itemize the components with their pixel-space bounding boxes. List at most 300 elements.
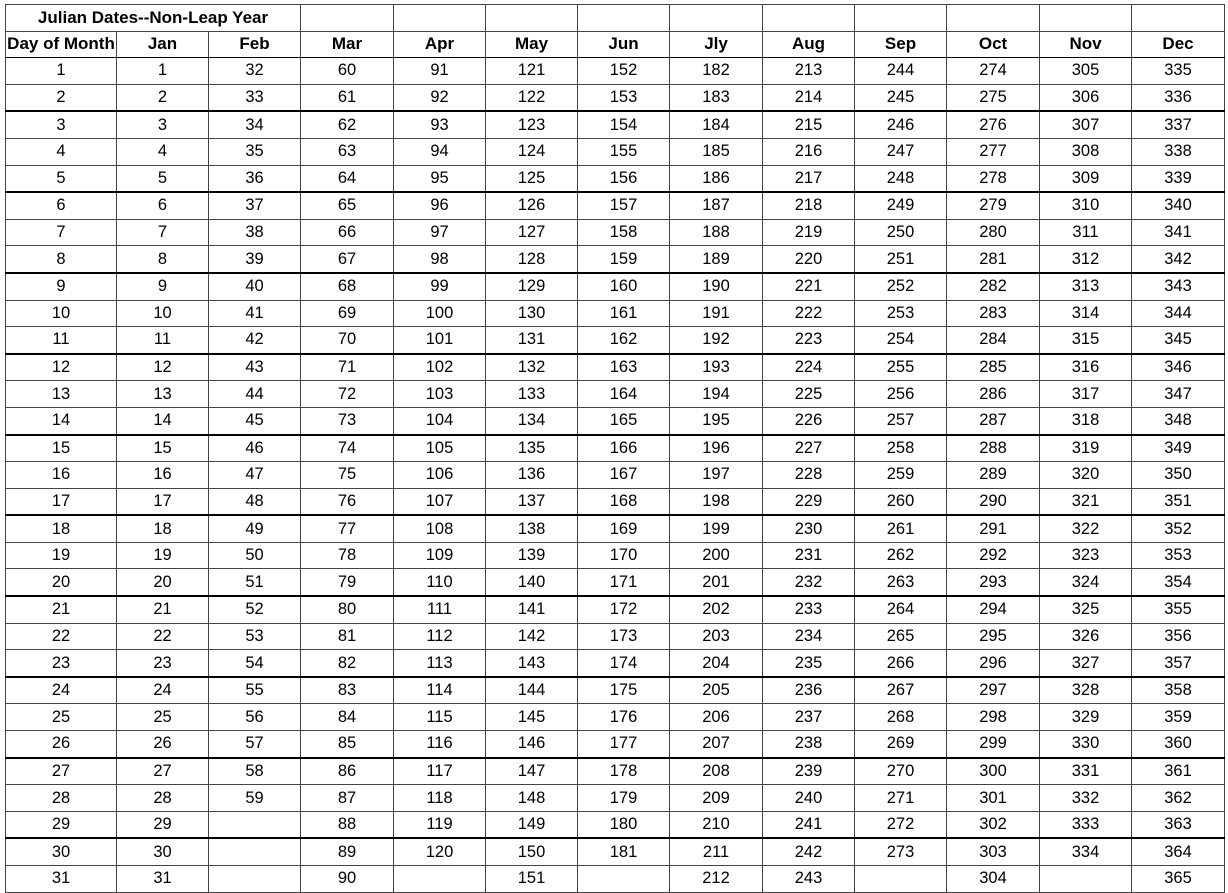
julian-day-cell: 15 [117,435,209,462]
julian-day-cell: 59 [209,785,301,812]
julian-day-cell: 274 [947,58,1040,85]
empty-cell [855,5,947,32]
julian-day-cell: 25 [117,704,209,731]
julian-day-cell: 96 [394,192,486,219]
table-row [6,192,1225,219]
julian-day-cell: 95 [394,165,486,192]
julian-day-cell: 213 [763,58,855,85]
julian-day-cell: 19 [117,542,209,569]
julian-day-cell: 34 [209,111,301,138]
julian-day-cell: 81 [301,623,394,650]
julian-day-cell: 67 [301,246,394,273]
month-header-nov: Nov [1040,31,1132,58]
julian-day-cell: 174 [578,650,670,677]
julian-day-cell: 228 [763,462,855,489]
julian-day-cell: 196 [670,435,763,462]
julian-day-cell [1040,866,1132,893]
julian-day-cell: 26 [117,731,209,758]
title-row [6,5,1225,32]
julian-day-cell: 176 [578,704,670,731]
julian-day-cell: 248 [855,165,947,192]
julian-day-cell: 302 [947,811,1040,838]
day-cell: 28 [6,785,117,812]
empty-cell [763,5,855,32]
julian-day-cell: 107 [394,488,486,515]
julian-day-cell: 5 [117,165,209,192]
julian-day-cell: 216 [763,138,855,165]
day-cell: 3 [6,111,117,138]
julian-day-cell: 4 [117,138,209,165]
julian-day-cell: 198 [670,488,763,515]
julian-day-cell: 182 [670,58,763,85]
julian-day-cell: 328 [1040,677,1132,704]
julian-day-cell: 308 [1040,138,1132,165]
month-header-jly: Jly [670,31,763,58]
julian-day-cell: 212 [670,866,763,893]
julian-day-cell: 164 [578,381,670,408]
julian-day-cell [209,838,301,865]
day-cell: 13 [6,381,117,408]
julian-day-cell: 30 [117,838,209,865]
julian-day-cell: 144 [486,677,578,704]
julian-day-cell: 112 [394,623,486,650]
julian-day-cell: 41 [209,300,301,327]
table-row [6,596,1225,623]
julian-day-cell: 210 [670,811,763,838]
julian-day-cell: 173 [578,623,670,650]
julian-day-cell: 249 [855,192,947,219]
julian-day-cell: 246 [855,111,947,138]
julian-day-cell: 230 [763,515,855,542]
julian-day-cell: 257 [855,407,947,434]
julian-day-cell: 365 [1132,866,1225,893]
julian-day-cell: 219 [763,219,855,246]
julian-day-cell: 361 [1132,758,1225,785]
day-cell: 26 [6,731,117,758]
julian-day-cell: 111 [394,596,486,623]
julian-day-cell: 252 [855,273,947,300]
day-cell: 14 [6,407,117,434]
julian-day-cell: 195 [670,407,763,434]
table-row [6,111,1225,138]
julian-day-cell: 314 [1040,300,1132,327]
julian-day-cell: 129 [486,273,578,300]
julian-day-cell: 240 [763,785,855,812]
julian-day-cell: 46 [209,435,301,462]
julian-day-cell: 18 [117,515,209,542]
julian-day-cell: 335 [1132,58,1225,85]
julian-day-cell: 289 [947,462,1040,489]
julian-day-cell: 17 [117,488,209,515]
julian-day-cell: 343 [1132,273,1225,300]
julian-day-cell: 117 [394,758,486,785]
julian-day-cell: 171 [578,569,670,596]
julian-day-cell: 136 [486,462,578,489]
day-cell: 9 [6,273,117,300]
julian-day-cell: 294 [947,596,1040,623]
table-row [6,407,1225,434]
julian-day-cell: 203 [670,623,763,650]
table-row [6,246,1225,273]
julian-day-cell: 258 [855,435,947,462]
julian-day-cell: 158 [578,219,670,246]
julian-day-cell: 155 [578,138,670,165]
julian-day-cell: 60 [301,58,394,85]
julian-day-cell: 103 [394,381,486,408]
julian-day-cell: 202 [670,596,763,623]
day-cell: 2 [6,84,117,111]
julian-day-cell: 141 [486,596,578,623]
julian-day-cell: 152 [578,58,670,85]
julian-day-cell: 91 [394,58,486,85]
julian-day-cell: 1 [117,58,209,85]
julian-day-cell: 293 [947,569,1040,596]
julian-day-cell: 306 [1040,84,1132,111]
julian-day-cell: 106 [394,462,486,489]
julian-day-cell: 233 [763,596,855,623]
julian-day-cell: 333 [1040,811,1132,838]
table-row [6,704,1225,731]
julian-day-cell: 6 [117,192,209,219]
julian-day-cell: 334 [1040,838,1132,865]
julian-day-cell: 260 [855,488,947,515]
julian-day-cell: 337 [1132,111,1225,138]
julian-day-cell: 49 [209,515,301,542]
julian-day-cell: 13 [117,381,209,408]
julian-day-cell: 125 [486,165,578,192]
julian-day-cell: 254 [855,327,947,354]
day-cell: 5 [6,165,117,192]
julian-day-cell: 267 [855,677,947,704]
julian-day-cell: 153 [578,84,670,111]
julian-day-cell: 325 [1040,596,1132,623]
julian-day-cell: 282 [947,273,1040,300]
day-cell: 4 [6,138,117,165]
julian-day-cell: 43 [209,354,301,381]
table-row [6,758,1225,785]
julian-day-cell: 359 [1132,704,1225,731]
table-row [6,838,1225,865]
julian-day-cell: 347 [1132,381,1225,408]
julian-day-cell: 92 [394,84,486,111]
julian-day-cell: 344 [1132,300,1225,327]
julian-day-cell: 269 [855,731,947,758]
julian-day-cell: 32 [209,58,301,85]
julian-day-cell: 167 [578,462,670,489]
table-row [6,327,1225,354]
julian-day-cell: 285 [947,354,1040,381]
julian-day-cell: 36 [209,165,301,192]
day-cell: 18 [6,515,117,542]
julian-day-cell: 77 [301,515,394,542]
day-cell: 7 [6,219,117,246]
julian-day-cell: 265 [855,623,947,650]
julian-day-cell: 168 [578,488,670,515]
julian-day-cell: 71 [301,354,394,381]
julian-day-cell: 132 [486,354,578,381]
julian-day-cell: 317 [1040,381,1132,408]
table-row [6,381,1225,408]
julian-day-cell: 24 [117,677,209,704]
table-row [6,785,1225,812]
julian-day-cell: 194 [670,381,763,408]
julian-day-cell: 99 [394,273,486,300]
julian-day-cell: 54 [209,650,301,677]
julian-day-cell: 331 [1040,758,1132,785]
table-row [6,300,1225,327]
julian-day-cell: 320 [1040,462,1132,489]
julian-day-cell: 80 [301,596,394,623]
julian-day-cell: 200 [670,542,763,569]
julian-day-cell: 121 [486,58,578,85]
julian-day-cell: 236 [763,677,855,704]
table-row [6,462,1225,489]
julian-day-cell: 310 [1040,192,1132,219]
julian-day-cell: 259 [855,462,947,489]
julian-day-cell: 35 [209,138,301,165]
day-cell: 24 [6,677,117,704]
julian-day-cell: 85 [301,731,394,758]
julian-day-cell: 309 [1040,165,1132,192]
table-row [6,435,1225,462]
julian-day-cell: 16 [117,462,209,489]
empty-cell [1132,5,1225,32]
julian-day-cell [209,866,301,893]
empty-cell [394,5,486,32]
julian-day-cell: 338 [1132,138,1225,165]
julian-day-cell: 329 [1040,704,1132,731]
day-cell: 23 [6,650,117,677]
day-cell: 6 [6,192,117,219]
julian-day-cell: 130 [486,300,578,327]
julian-day-cell: 345 [1132,327,1225,354]
table-row [6,273,1225,300]
julian-day-cell: 57 [209,731,301,758]
month-header-aug: Aug [763,31,855,58]
julian-day-cell: 364 [1132,838,1225,865]
julian-day-cell: 341 [1132,219,1225,246]
julian-day-cell: 211 [670,838,763,865]
julian-day-cell: 288 [947,435,1040,462]
julian-day-cell: 38 [209,219,301,246]
julian-day-cell: 161 [578,300,670,327]
table-row [6,811,1225,838]
julian-day-cell: 277 [947,138,1040,165]
julian-day-cell: 179 [578,785,670,812]
julian-day-cell: 354 [1132,569,1225,596]
julian-day-cell: 181 [578,838,670,865]
day-cell: 12 [6,354,117,381]
julian-day-cell: 101 [394,327,486,354]
julian-day-cell: 312 [1040,246,1132,273]
julian-day-cell: 299 [947,731,1040,758]
julian-day-cell: 37 [209,192,301,219]
julian-day-cell: 349 [1132,435,1225,462]
julian-day-cell: 235 [763,650,855,677]
julian-day-cell: 134 [486,407,578,434]
julian-day-cell: 190 [670,273,763,300]
julian-day-cell: 22 [117,623,209,650]
julian-day-cell: 131 [486,327,578,354]
julian-day-cell: 186 [670,165,763,192]
julian-day-cell: 10 [117,300,209,327]
day-cell: 16 [6,462,117,489]
julian-day-cell: 33 [209,84,301,111]
julian-day-cell: 316 [1040,354,1132,381]
julian-day-cell [855,866,947,893]
month-header-feb: Feb [209,31,301,58]
julian-day-cell: 68 [301,273,394,300]
julian-day-cell: 243 [763,866,855,893]
julian-day-cell: 263 [855,569,947,596]
julian-day-cell: 251 [855,246,947,273]
day-cell: 27 [6,758,117,785]
julian-day-cell: 51 [209,569,301,596]
day-cell: 15 [6,435,117,462]
month-header-oct: Oct [947,31,1040,58]
julian-day-cell: 360 [1132,731,1225,758]
julian-day-cell: 115 [394,704,486,731]
julian-day-cell: 105 [394,435,486,462]
julian-day-cell: 88 [301,811,394,838]
empty-cell [947,5,1040,32]
julian-day-cell: 283 [947,300,1040,327]
julian-day-cell: 239 [763,758,855,785]
julian-day-cell: 276 [947,111,1040,138]
julian-day-cell: 184 [670,111,763,138]
julian-day-cell: 209 [670,785,763,812]
julian-day-cell: 185 [670,138,763,165]
julian-day-cell: 287 [947,407,1040,434]
julian-day-cell: 166 [578,435,670,462]
julian-day-cell: 170 [578,542,670,569]
julian-day-cell: 126 [486,192,578,219]
julian-dates-table [5,4,1225,893]
julian-day-cell: 250 [855,219,947,246]
julian-day-cell: 27 [117,758,209,785]
julian-day-cell: 215 [763,111,855,138]
julian-day-cell: 342 [1132,246,1225,273]
julian-day-cell: 142 [486,623,578,650]
julian-day-cell: 311 [1040,219,1132,246]
julian-day-cell: 301 [947,785,1040,812]
julian-day-cell: 40 [209,273,301,300]
julian-day-cell: 29 [117,811,209,838]
table-row [6,731,1225,758]
julian-day-cell: 303 [947,838,1040,865]
julian-day-cell: 72 [301,381,394,408]
julian-day-cell: 137 [486,488,578,515]
julian-day-cell: 355 [1132,596,1225,623]
julian-day-cell: 318 [1040,407,1132,434]
julian-day-cell: 127 [486,219,578,246]
julian-day-cell: 241 [763,811,855,838]
julian-day-cell: 275 [947,84,1040,111]
julian-day-cell: 162 [578,327,670,354]
julian-day-cell: 193 [670,354,763,381]
julian-day-cell: 83 [301,677,394,704]
julian-day-cell: 271 [855,785,947,812]
julian-day-cell: 279 [947,192,1040,219]
julian-day-cell: 332 [1040,785,1132,812]
julian-day-cell: 55 [209,677,301,704]
day-cell: 1 [6,58,117,85]
julian-day-cell: 266 [855,650,947,677]
julian-day-cell: 98 [394,246,486,273]
julian-day-cell: 78 [301,542,394,569]
julian-day-cell: 270 [855,758,947,785]
julian-day-cell: 118 [394,785,486,812]
julian-day-cell: 201 [670,569,763,596]
julian-day-cell: 169 [578,515,670,542]
julian-day-cell: 183 [670,84,763,111]
julian-day-cell: 84 [301,704,394,731]
julian-day-cell: 145 [486,704,578,731]
julian-day-cell: 109 [394,542,486,569]
day-cell: 20 [6,569,117,596]
julian-day-cell: 89 [301,838,394,865]
julian-day-cell: 224 [763,354,855,381]
julian-day-cell: 225 [763,381,855,408]
julian-day-cell: 48 [209,488,301,515]
julian-day-cell: 63 [301,138,394,165]
julian-day-cell: 218 [763,192,855,219]
month-header-jun: Jun [578,31,670,58]
julian-day-cell: 304 [947,866,1040,893]
table-row [6,866,1225,893]
julian-day-cell: 163 [578,354,670,381]
julian-day-cell: 79 [301,569,394,596]
julian-day-cell: 358 [1132,677,1225,704]
julian-day-cell: 160 [578,273,670,300]
julian-day-cell: 336 [1132,84,1225,111]
table-row [6,84,1225,111]
julian-day-cell: 264 [855,596,947,623]
julian-day-cell: 353 [1132,542,1225,569]
julian-day-cell: 76 [301,488,394,515]
day-cell: 8 [6,246,117,273]
julian-day-cell: 73 [301,407,394,434]
julian-day-cell: 319 [1040,435,1132,462]
julian-day-cell: 157 [578,192,670,219]
julian-day-cell: 295 [947,623,1040,650]
julian-day-cell: 114 [394,677,486,704]
julian-day-cell: 292 [947,542,1040,569]
julian-day-cell: 214 [763,84,855,111]
empty-cell [670,5,763,32]
julian-day-cell: 300 [947,758,1040,785]
julian-day-cell: 242 [763,838,855,865]
julian-day-cell: 220 [763,246,855,273]
julian-day-cell: 357 [1132,650,1225,677]
julian-day-cell: 154 [578,111,670,138]
julian-day-cell: 189 [670,246,763,273]
julian-day-cell: 23 [117,650,209,677]
julian-day-cell: 291 [947,515,1040,542]
julian-day-cell: 278 [947,165,1040,192]
julian-day-cell: 323 [1040,542,1132,569]
julian-day-cell: 56 [209,704,301,731]
table-row [6,488,1225,515]
julian-day-cell [394,866,486,893]
julian-day-cell: 139 [486,542,578,569]
julian-day-cell: 296 [947,650,1040,677]
julian-day-cell: 143 [486,650,578,677]
julian-day-cell: 305 [1040,58,1132,85]
julian-day-cell: 147 [486,758,578,785]
julian-day-cell: 326 [1040,623,1132,650]
julian-day-cell: 324 [1040,569,1132,596]
